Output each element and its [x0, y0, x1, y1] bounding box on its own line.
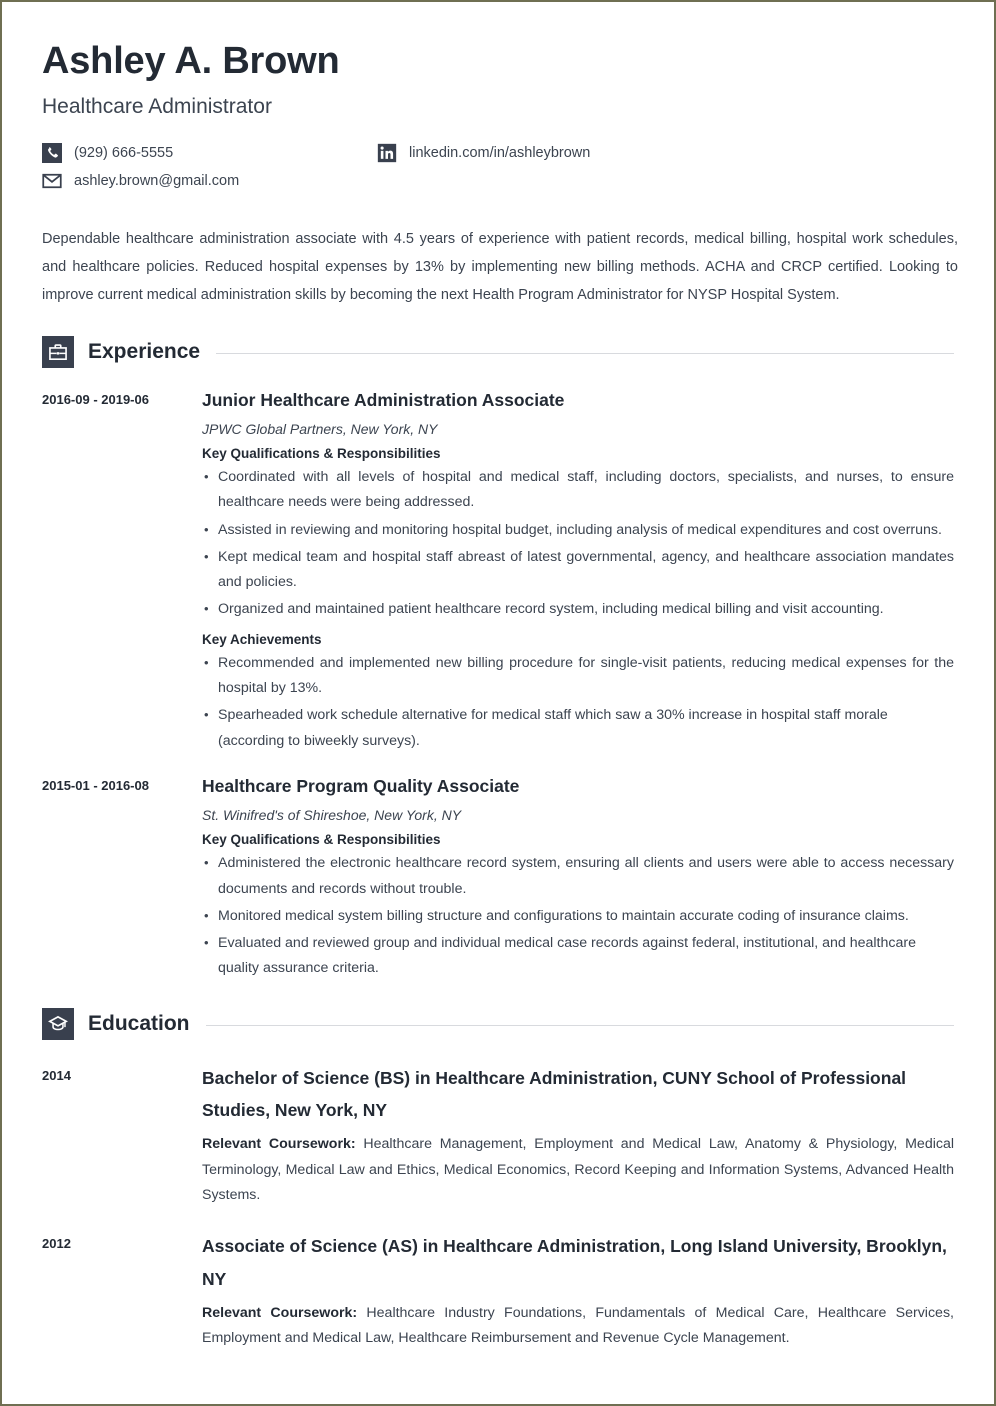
- education-coursework: [202, 1301, 954, 1352]
- education-year: 2014: [42, 1067, 71, 1083]
- contact-email[interactable]: [42, 171, 377, 191]
- education-year: 2012: [42, 1236, 71, 1252]
- experience-entry: [42, 388, 954, 754]
- experience-details: [202, 388, 954, 754]
- education-degree: Associate of Science (AS) in Healthcare Administration, Long Island University, Brooklyn, NY: [202, 1236, 947, 1289]
- graduation-cap-icon: [42, 1008, 74, 1040]
- qualifications-list: [202, 465, 954, 623]
- experience-title: Experience: [88, 339, 201, 363]
- briefcase-icon: [42, 336, 74, 368]
- section-education: [42, 1008, 954, 1352]
- education-coursework: [202, 1132, 954, 1208]
- qualifications-list: [202, 851, 954, 981]
- contact-row-one: [42, 143, 962, 163]
- list-item: • Coordinated with all levels of hospital and medical staff, including doctors, specialists, and nurses, to ensure healthcare needs were being addressed.: [202, 465, 954, 516]
- list-item: • Monitored medical system billing structure and configurations to maintain accurate coding of insurance claims.: [202, 904, 954, 929]
- experience-company: JPWC Global Partners, New York, NY: [202, 421, 438, 438]
- education-details: [202, 1230, 954, 1351]
- contact-row-two: [42, 171, 962, 191]
- contact-linkedin[interactable]: [377, 143, 590, 163]
- contact-email-text: ashley.brown@gmail.com: [74, 172, 240, 189]
- education-details: [202, 1062, 954, 1209]
- list-item: • Evaluated and reviewed group and individual medical case records against federal, institutional, and healthcare quality assurance criteria.: [202, 931, 954, 982]
- experience-date: 2016-09 - 2019-06: [42, 391, 149, 407]
- contact-phone[interactable]: [42, 143, 377, 163]
- coursework-label: Relevant Coursework:: [202, 1136, 356, 1153]
- contact-phone-text: (929) 666-5555: [74, 144, 174, 161]
- list-item: • Recommended and implemented new billing procedure for single-visit patients, reducing medical expenses for the hospital by 13%.: [202, 651, 954, 702]
- list-item: • Organized and maintained patient healthcare record system, including medical billing and visit accounting.: [202, 597, 954, 622]
- coursework-text: Healthcare Industry Foundations, Fundamentals of Medical Care, Healthcare Services, Employment and Medical Law, Healthcare Reimbursement and Revenue Cycle Management.: [202, 1304, 954, 1347]
- resume-content: [2, 2, 994, 1352]
- email-icon: [42, 171, 62, 191]
- experience-company: St. Winifred's of Shireshoe, New York, NY: [202, 807, 462, 824]
- qualifications-label: Key Qualifications & Responsibilities: [202, 832, 441, 848]
- experience-job-title: Healthcare Program Quality Associate: [202, 775, 520, 796]
- qualifications-label: Key Qualifications & Responsibilities: [202, 446, 441, 462]
- education-heading: [42, 1008, 954, 1040]
- achievements-label: Key Achievements: [202, 631, 322, 647]
- linkedin-icon: [377, 143, 397, 163]
- candidate-name: Ashley A. Brown: [42, 40, 340, 82]
- education-degree: Bachelor of Science (BS) in Healthcare Administration, CUNY School of Professional Studies, New York, NY: [202, 1067, 907, 1121]
- experience-details: [202, 774, 954, 982]
- resume-header: [42, 40, 954, 191]
- education-title: Education: [88, 1011, 190, 1035]
- list-item: • Assisted in reviewing and monitoring hospital budget, including analysis of medical expenditures and cost overruns.: [202, 518, 954, 543]
- experience-heading: [42, 336, 954, 368]
- contact-block: [42, 143, 962, 191]
- phone-icon: [42, 143, 62, 163]
- education-entry: [42, 1230, 954, 1351]
- list-item: • Administered the electronic healthcare record system, ensuring all clients and users were able to access necessary documents and records without trouble.: [202, 851, 954, 902]
- education-divider: [206, 1025, 954, 1026]
- experience-date: 2015-01 - 2016-08: [42, 777, 149, 793]
- coursework-text: Healthcare Management, Employment and Medical Law, Anatomy & Physiology, Medical Terminology, Medical Law and Ethics, Medical Economics, Record Keeping and Information Systems, Advanced Health Systems.: [202, 1136, 955, 1203]
- experience-job-title: Junior Healthcare Administration Associate: [202, 389, 565, 410]
- achievements-list: [202, 651, 954, 754]
- experience-entry: [42, 774, 954, 982]
- education-entry: [42, 1062, 954, 1209]
- candidate-job-title: Healthcare Administrator: [42, 94, 272, 118]
- list-item: • Spearheaded work schedule alternative for medical staff which saw a 30% increase in hospital staff morale (according to biweekly surveys).: [202, 703, 954, 754]
- contact-linkedin-text: linkedin.com/in/ashleybrown: [409, 144, 591, 161]
- section-experience: [42, 336, 954, 982]
- experience-divider: [216, 353, 954, 354]
- professional-summary: Dependable healthcare administration associate with 4.5 years of experience with patient records, medical billing, hospital work schedules, and healthcare policies. Reduced hospital expenses by 13% by implementing new billing methods. ACHA and CRCP certified. Looking to improve current medical administration skills by becoming the next Health Program Administrator for NYSP Hospital System.: [42, 230, 958, 304]
- list-item: • Kept medical team and hospital staff abreast of latest governmental, agency, and healthcare association mandates and policies.: [202, 545, 954, 596]
- coursework-label: Relevant Coursework:: [202, 1304, 358, 1321]
